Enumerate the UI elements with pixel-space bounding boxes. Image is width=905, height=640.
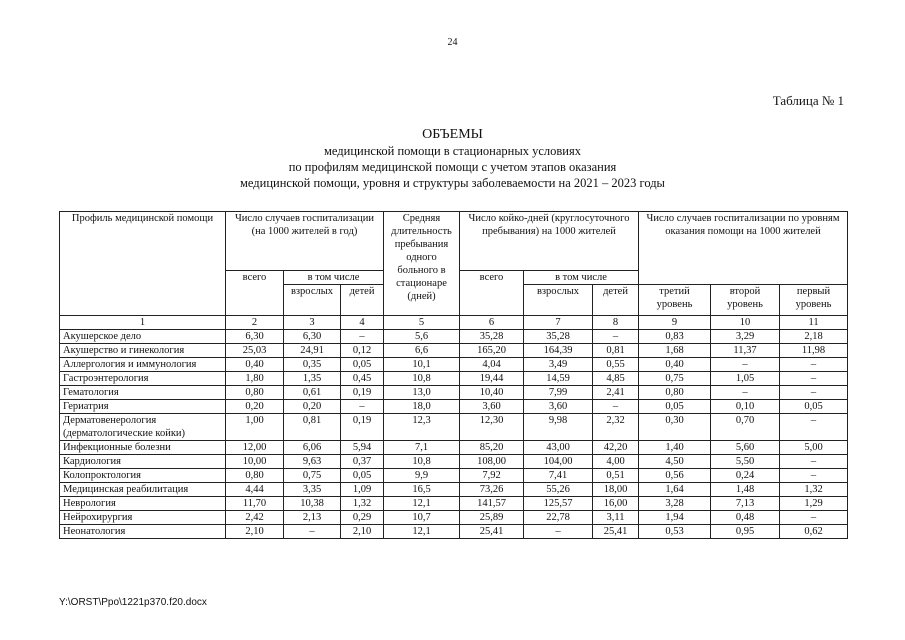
row-value-col-5: 16,5 [384,483,460,497]
row-value-col-6: 165,20 [460,344,524,358]
table-row [60,386,848,400]
row-value-col-11: 2,18 [780,330,848,344]
row-value-col-4: 0,19 [341,414,384,441]
row-value-col-4: 0,45 [341,372,384,386]
row-value-col-5: 10,1 [384,358,460,372]
table-row [60,372,848,386]
row-value-col-9: 4,50 [639,455,711,469]
header-beddays-children: детей [593,285,639,316]
row-value-col-9: 0,05 [639,400,711,414]
row-profile-name: Аллергология и иммунология [60,358,226,372]
header-beddays-total: всего [460,271,524,316]
row-value-col-10: 0,10 [711,400,780,414]
table-row [60,414,848,441]
title-line-1: ОБЪЕМЫ [422,127,483,142]
column-number: 2 [226,316,284,330]
row-value-col-4: 2,10 [341,525,384,539]
row-value-col-9: 3,28 [639,497,711,511]
row-value-col-6: 85,20 [460,441,524,455]
row-value-col-9: 0,75 [639,372,711,386]
row-value-col-4: 1,32 [341,497,384,511]
row-value-col-7: 3,60 [524,400,593,414]
column-number: 4 [341,316,384,330]
row-value-col-3: 0,81 [284,414,341,441]
table-row [60,400,848,414]
row-value-col-5: 12,1 [384,525,460,539]
row-value-col-9: 0,30 [639,414,711,441]
row-value-col-4: 0,12 [341,344,384,358]
row-value-col-3: 2,13 [284,511,341,525]
row-value-col-8: 4,85 [593,372,639,386]
row-value-col-7: 7,99 [524,386,593,400]
row-value-col-7: 7,41 [524,469,593,483]
table-row [60,483,848,497]
row-value-col-5: 10,8 [384,455,460,469]
row-profile-name: Дерматовенерология (дерматологические койки) [60,414,226,441]
row-value-col-7: 14,59 [524,372,593,386]
header-cases-incl: в том числе [284,271,384,285]
row-value-col-10: 0,70 [711,414,780,441]
table-row [60,344,848,358]
row-value-col-3: 6,06 [284,441,341,455]
title-line-3: по профилям медицинской помощи с учетом этапов оказания [288,160,617,174]
page-number: 24 [447,37,458,48]
row-value-col-6: 25,89 [460,511,524,525]
row-value-col-9: 0,53 [639,525,711,539]
row-value-col-7: 22,78 [524,511,593,525]
row-value-col-8: 2,41 [593,386,639,400]
row-profile-name: Нейрохирургия [60,511,226,525]
row-value-col-8: 42,20 [593,441,639,455]
row-value-col-11: 11,98 [780,344,848,358]
row-value-col-5: 5,6 [384,330,460,344]
row-value-col-5: 18,0 [384,400,460,414]
row-value-col-3: 10,38 [284,497,341,511]
row-value-col-6: 108,00 [460,455,524,469]
table-body [60,330,848,539]
row-value-col-11: 1,32 [780,483,848,497]
row-value-col-7: 164,39 [524,344,593,358]
column-number: 3 [284,316,341,330]
row-value-col-10: – [711,358,780,372]
row-value-col-3: 6,30 [284,330,341,344]
row-value-col-9: 1,64 [639,483,711,497]
column-number: 9 [639,316,711,330]
row-value-col-10: – [711,386,780,400]
row-value-col-10: 3,29 [711,330,780,344]
row-value-col-10: 1,48 [711,483,780,497]
column-number: 5 [384,316,460,330]
header-level2: второй уровень [711,285,780,316]
row-value-col-6: 4,04 [460,358,524,372]
header-beddays-incl: в том числе [524,271,639,285]
header-levels: Число случаев госпитализации по уровням оказания помощи на 1000 жителей [639,212,848,285]
row-value-col-2: 11,70 [226,497,284,511]
row-value-col-7: 3,49 [524,358,593,372]
title-line-4: медицинской помощи, уровня и структуры заболеваемости на 2021 – 2023 годы [240,176,665,190]
row-profile-name: Гематология [60,386,226,400]
column-number: 7 [524,316,593,330]
row-value-col-2: 25,03 [226,344,284,358]
row-value-col-9: 1,94 [639,511,711,525]
row-value-col-11: – [780,469,848,483]
row-value-col-8: 0,51 [593,469,639,483]
volumes-table [59,211,848,539]
column-number: 6 [460,316,524,330]
row-value-col-10: 0,48 [711,511,780,525]
row-value-col-4: – [341,330,384,344]
row-value-col-9: 0,80 [639,386,711,400]
row-value-col-9: 0,40 [639,358,711,372]
row-value-col-11: – [780,386,848,400]
row-value-col-10: 0,95 [711,525,780,539]
row-value-col-7: 43,00 [524,441,593,455]
header-avg-stay: Средняя длительность пребывания одного больного в стационаре (дней) [384,212,460,316]
row-value-col-5: 10,7 [384,511,460,525]
row-value-col-7: 9,98 [524,414,593,441]
row-value-col-11: – [780,414,848,441]
row-value-col-6: 10,40 [460,386,524,400]
row-value-col-8: 0,55 [593,358,639,372]
row-value-col-8: 2,32 [593,414,639,441]
row-value-col-8: 0,81 [593,344,639,358]
row-value-col-8: 25,41 [593,525,639,539]
row-value-col-9: 0,83 [639,330,711,344]
row-value-col-5: 12,1 [384,497,460,511]
row-value-col-8: – [593,330,639,344]
header-level3: третий уровень [639,285,711,316]
row-value-col-10: 0,24 [711,469,780,483]
row-value-col-4: 1,09 [341,483,384,497]
title-line-2: медицинской помощи в стационарных условиях [324,144,581,158]
row-value-col-8: – [593,400,639,414]
table-row [60,469,848,483]
row-value-col-7: 104,00 [524,455,593,469]
row-value-col-9: 1,68 [639,344,711,358]
column-number: 11 [780,316,848,330]
row-value-col-6: 35,28 [460,330,524,344]
row-value-col-5: 9,9 [384,469,460,483]
row-profile-name: Неврология [60,497,226,511]
row-value-col-4: 0,05 [341,469,384,483]
column-number-row [60,316,848,330]
row-value-col-2: 0,40 [226,358,284,372]
table-row [60,330,848,344]
table-row [60,525,848,539]
row-value-col-8: 18,00 [593,483,639,497]
row-value-col-3: 0,61 [284,386,341,400]
header-beddays: Число койко-дней (круглосуточного пребывания) на 1000 жителей [460,212,639,271]
row-value-col-11: – [780,358,848,372]
row-value-col-2: 2,10 [226,525,284,539]
header-cases-children: детей [341,285,384,316]
row-value-col-5: 7,1 [384,441,460,455]
row-profile-name: Инфекционные болезни [60,441,226,455]
row-value-col-5: 13,0 [384,386,460,400]
column-number: 8 [593,316,639,330]
header-profile: Профиль медицинской помощи [60,212,226,316]
row-value-col-8: 4,00 [593,455,639,469]
row-value-col-10: 11,37 [711,344,780,358]
row-value-col-4: 0,37 [341,455,384,469]
row-value-col-6: 73,26 [460,483,524,497]
table-title [0,126,905,191]
row-profile-name: Гастроэнтерология [60,372,226,386]
row-value-col-3: 24,91 [284,344,341,358]
row-value-col-4: 0,29 [341,511,384,525]
row-value-col-2: 1,80 [226,372,284,386]
header-cases-total: всего [226,271,284,316]
table-row [60,455,848,469]
row-value-col-2: 0,80 [226,386,284,400]
row-value-col-7: 125,57 [524,497,593,511]
row-value-col-3: 9,63 [284,455,341,469]
row-value-col-2: 2,42 [226,511,284,525]
header-level1: первый уровень [780,285,848,316]
table-row [60,358,848,372]
header-cases: Число случаев госпитализации (на 1000 жителей в год) [226,212,384,271]
row-value-col-10: 7,13 [711,497,780,511]
row-value-col-2: 10,00 [226,455,284,469]
table-row [60,497,848,511]
column-number: 1 [60,316,226,330]
row-value-col-11: – [780,511,848,525]
row-value-col-10: 1,05 [711,372,780,386]
header-beddays-adults: взрослых [524,285,593,316]
row-value-col-10: 5,60 [711,441,780,455]
row-profile-name: Акушерское дело [60,330,226,344]
row-profile-name: Медицинская реабилитация [60,483,226,497]
row-value-col-4: 0,19 [341,386,384,400]
row-value-col-4: 5,94 [341,441,384,455]
row-value-col-2: 0,20 [226,400,284,414]
row-profile-name: Колопроктология [60,469,226,483]
row-value-col-10: 5,50 [711,455,780,469]
table-row [60,441,848,455]
row-value-col-7: – [524,525,593,539]
row-value-col-3: 1,35 [284,372,341,386]
row-value-col-3: 0,20 [284,400,341,414]
row-value-col-11: 0,62 [780,525,848,539]
row-value-col-6: 141,57 [460,497,524,511]
row-value-col-6: 7,92 [460,469,524,483]
row-value-col-11: 0,05 [780,400,848,414]
row-value-col-2: 4,44 [226,483,284,497]
row-profile-name: Неонатология [60,525,226,539]
row-value-col-11: – [780,455,848,469]
row-value-col-8: 16,00 [593,497,639,511]
row-value-col-3: – [284,525,341,539]
row-value-col-5: 12,3 [384,414,460,441]
row-value-col-3: 0,75 [284,469,341,483]
row-profile-name: Акушерство и гинекология [60,344,226,358]
row-value-col-6: 12,30 [460,414,524,441]
table-row [60,511,848,525]
header-cases-adults: взрослых [284,285,341,316]
row-profile-name: Гериатрия [60,400,226,414]
column-number: 10 [711,316,780,330]
row-value-col-4: – [341,400,384,414]
row-value-col-6: 19,44 [460,372,524,386]
row-value-col-5: 10,8 [384,372,460,386]
row-value-col-9: 1,40 [639,441,711,455]
row-value-col-2: 1,00 [226,414,284,441]
row-value-col-3: 3,35 [284,483,341,497]
row-value-col-5: 6,6 [384,344,460,358]
row-value-col-6: 25,41 [460,525,524,539]
row-value-col-7: 35,28 [524,330,593,344]
row-value-col-11: 5,00 [780,441,848,455]
row-value-col-2: 12,00 [226,441,284,455]
row-value-col-11: 1,29 [780,497,848,511]
table-label: Таблица № 1 [772,93,844,108]
row-value-col-6: 3,60 [460,400,524,414]
row-value-col-3: 0,35 [284,358,341,372]
row-value-col-2: 6,30 [226,330,284,344]
row-value-col-8: 3,11 [593,511,639,525]
row-value-col-4: 0,05 [341,358,384,372]
file-path-footer: Y:\ORST\Ppo\1221p370.f20.docx [59,597,207,608]
row-value-col-2: 0,80 [226,469,284,483]
row-value-col-9: 0,56 [639,469,711,483]
row-profile-name: Кардиология [60,455,226,469]
row-value-col-7: 55,26 [524,483,593,497]
row-value-col-11: – [780,372,848,386]
